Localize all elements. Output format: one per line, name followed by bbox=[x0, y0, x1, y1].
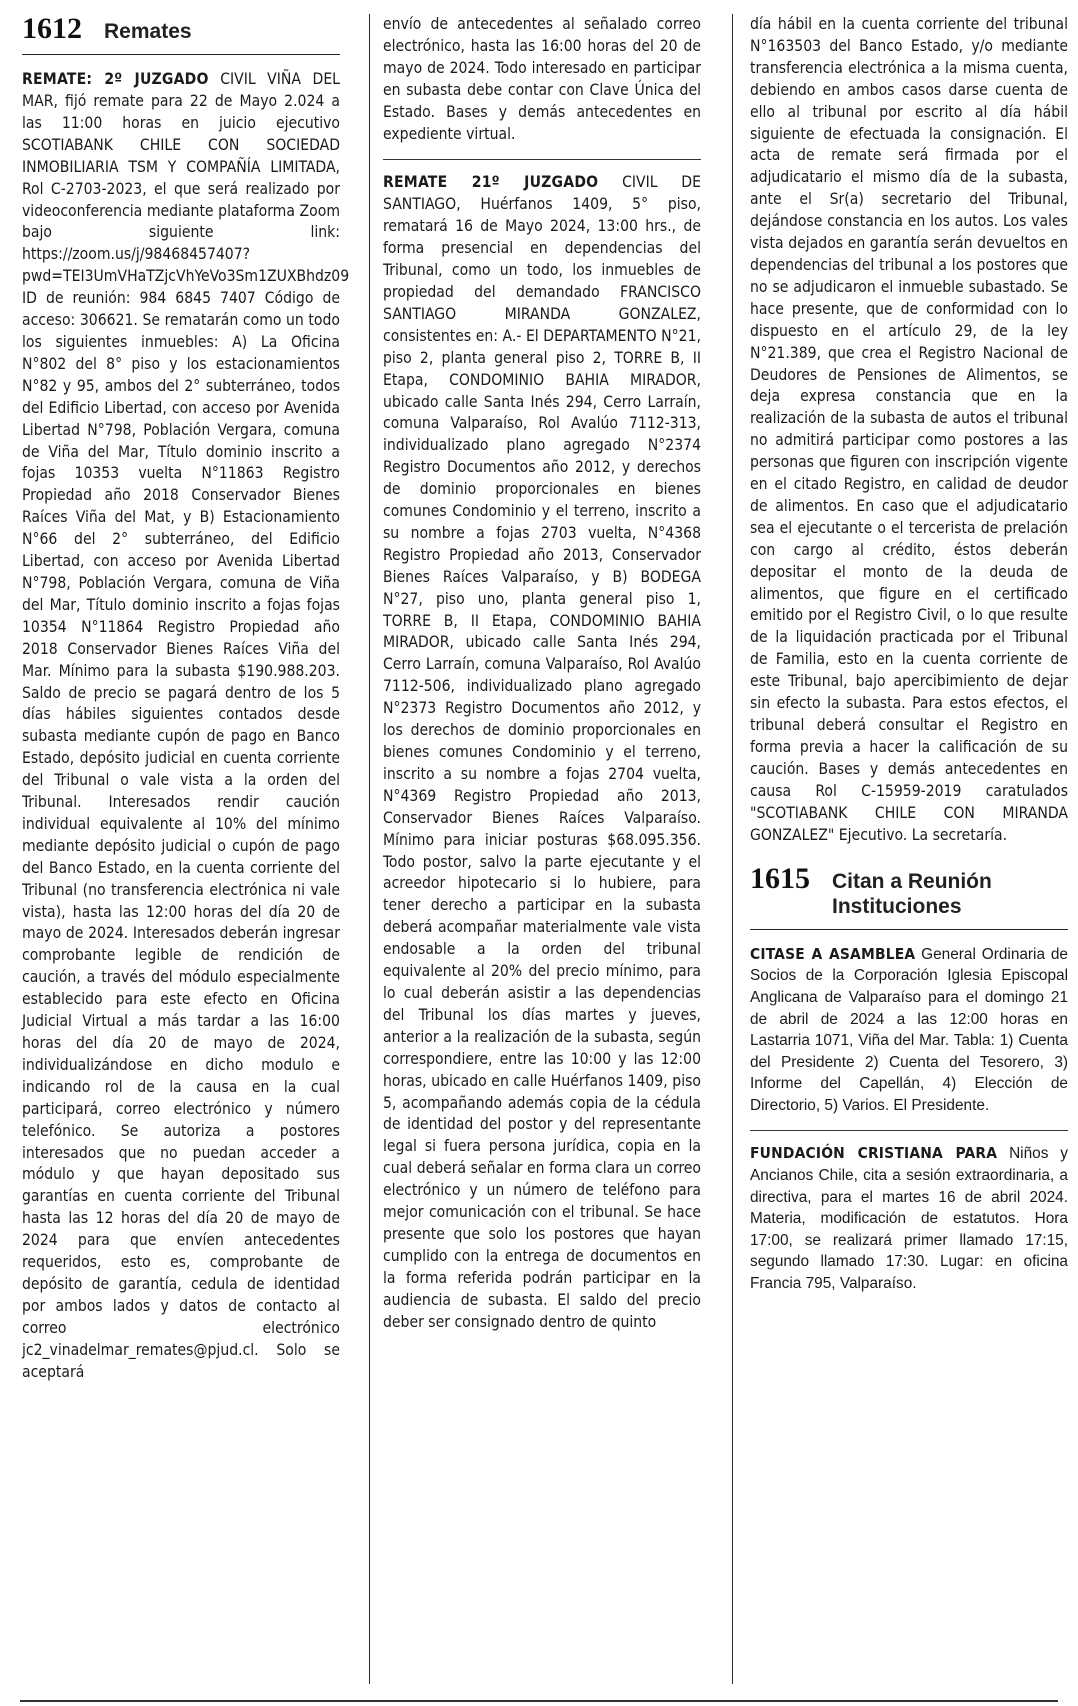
column-2 bbox=[383, 14, 701, 1333]
notice-lead: CITASE A ASAMBLEA bbox=[750, 944, 916, 963]
section-header-remates bbox=[22, 14, 340, 55]
column-1 bbox=[22, 12, 350, 1384]
notice-fundacion-cristiana bbox=[750, 1143, 1068, 1294]
column-divider bbox=[369, 14, 370, 1684]
page-bottom-rule bbox=[20, 1700, 1058, 1702]
notice-body-continued: envío de antecedentes al señalado correo electrónico, hasta las 16:00 horas del 20 de mayo de 2024. Todo interesado en participar en subasta debe contar con Clave Única del Estado. Bases y demás antecedentes en expediente virtual. bbox=[383, 15, 701, 143]
notice-lead: REMATE 21º JUZGADO bbox=[383, 173, 599, 192]
notice-lead: FUNDACIÓN CRISTIANA PARA bbox=[750, 1144, 998, 1163]
section-number: 1612 bbox=[22, 12, 82, 45]
section-title: Citan a Reunión Instituciones bbox=[832, 870, 992, 918]
section-number: 1615 bbox=[750, 862, 810, 896]
notice-citase-asamblea bbox=[750, 944, 1068, 1117]
section-header-citan-reunion bbox=[750, 864, 1068, 929]
notice-lead: REMATE: 2º JUZGADO bbox=[22, 70, 209, 89]
notice-body: CIVIL VIÑA DEL MAR, fijó remate para 22 de Mayo 2.024 a las 11:00 horas en juicio ejecutivo SCOTIABANK CHILE CON SOCIEDAD INMOBILIARIA TSM Y COMPAÑÍA LIMITADA, Rol C-2703-2023, el que será realizado por videoconferencia mediante plataforma Zoom bajo siguiente link: https://zoom.us/j/98468457407?pwd=TEI3UmVHaTZjcVhYeVo3Sm1ZUXBhdz09 ID de reunión: 984 6845 7407 Código de acceso: 306621. Se rematarán como un todo los siguientes inmuebles: A) La Oficina N°802 del 8° piso y los estacionamientos N°82 y 95, ambos del 2° subterráneo, todos del Edificio Libertad, con acceso por Avenida Libertad N°798, Población Vergara, comuna de Viña del Mar, Título dominio inscrito a fojas 10353 vuelta N°11863 Registro Propiedad año 2018 Conservador Bienes Raíces Viña del Mat, y B) Estacionamiento N°66 del 2° subterráneo, del Edificio Libertad, con acceso por Avenida Libertad N°798, Población Vergara, comuna de Viña del Mar, Título dominio inscrito a fojas fojas 10354 N°11864 Registro Propiedad año 2018 Conservador Bienes Raíces Viña del Mar. Mínimo para la subasta $190.988.203. Saldo de precio se pagará dentro de los 5 días hábiles siguientes contados desde subasta mediante cupón de pago en Banco Estado, depósito judicial en cuenta corriente del Tribunal o vale vista a la orden del Tribunal. Interesados rendir caución individual equivalente al 10% del mínimo mediante depósito judicial o cupón de pago del Banco Estado, en la cuenta corriente del Tribunal (no transferencia electrónica ni vale vista), hasta las 12:00 horas del día 20 de mayo de 2024. Interesados deberán ingresar comprobante legible de rendición de caución, a través del módulo especialmente establecido para este efecto en Oficina Judicial Virtual a más tardar a las 16:00 horas del día 20 de mayo de 2024, individualizándose en dicho modulo e indicando rol de la causa en la cual participará, correo electrónico y número telefónico. Se autoriza a postores interesados que no puedan acceder a módulo y que hayan depositado sus garantías en cuenta corriente del Tribunal hasta las 12 horas del día 20 de mayo de 2024 para que envíen antecedentes requeridos, esto es, comprobante de depósito de garantía, cedula de identidad por ambos lados y datos de contacto al correo electrónico jc2_vinadelmar_remates@pjud.cl. Solo se aceptará bbox=[22, 70, 350, 1381]
section-title: Remates bbox=[104, 20, 192, 43]
notice-remate-21-juzgado-part2 bbox=[750, 14, 1068, 846]
notice-body: CIVIL DE SANTIAGO, Huérfanos 1409, 5° piso, rematará 16 de Mayo 2024, 13:00 hrs., de forma presencial en dependencias del Tribunal, como un todo, los inmuebles de propiedad del demandado FRANCISCO SANTIAGO MIRANDA GONZALEZ, consistentes en: A.- El DEPARTAMENTO N°21, piso 2, planta general piso 2, TORRE B, II Etapa, CONDOMINIO BAHIA MIRADOR, ubicado calle Santa Inés 294, Cerro Larraín, comuna Valparaíso, Rol Avalúo 7112-313, individualizado plano agregado N°2374 Registro Documentos año 2012, y derechos de dominio proporcionales en bienes comunes Condominio y el terreno, inscrito a su nombre a fojas 2703 vuelta, N°4368 Registro Propiedad año 2013, Conservador Bienes Raíces Valparaíso, y B) BODEGA N°27, piso uno, planta general piso 1, TORRE B, II Etapa, CONDOMINIO BAHIA MIRADOR, ubicado calle Santa Inés 294, Cerro Larraín, comuna Valparaíso, Rol Avalúo 7112-506, individualizado plano agregado N°2373 Registro Documentos año 2012, y los derechos de dominio proporcionales en bienes comunes Condominio y el terreno, inscrito a su nombre a fojas 2704 vuelta, N°4369 Registro Propiedad año 2013, Conservador Bienes Raíces Valparaíso. Mínimo para iniciar posturas $68.095.356. Todo postor, salvo la parte ejecutante y el acreedor hipotecario si lo hubiere, para tener derecho a participar en la subasta deberá acompañar materialmente vale vista endosable a la orden del tribunal equivalente al 20% del precio mínimo, para lo cual deberán asistir a las dependencias del Tribunal los días martes y jueves, anterior a la realización de la subasta, según correspondiere, entre las 10:00 y las 12:00 horas, ubicado en calle Huérfanos 1409, piso 5, acompañando además copia de la cédula de identidad del postor y del representante legal si fuera persona jurídica, copia en la cual deberá señalar en forma clara un correo electrónico y un número de teléfono para mejor comunicación con el tribunal. Se hace presente que solo los postores que hayan cumplido con la entrega de documentos en la forma referida podrán participar en la audiencia de subasta. El saldo del precio deber ser consignado dentro de quinto bbox=[383, 173, 701, 1331]
notice-body: Niños y Ancianos Chile, cita a sesión extraordinaria, a directiva, para el martes 16 de abril 2024. Materia, modificación de estatutos. Hora 17:00, se realizará primer llamado 17:15, segundo llamado 17:30. Lugar: en oficina Francia 795, Valparaíso. bbox=[750, 1145, 1068, 1293]
notice-separator bbox=[750, 1130, 1068, 1131]
notice-separator bbox=[383, 159, 701, 160]
notice-remate-21-juzgado-part1 bbox=[383, 172, 701, 1333]
notice-body: General Ordinaria de Socios de la Corporación Iglesia Episcopal Anglicana de Valparaíso para el domingo 21 de abril de 2024 a las 12:00 horas en Lastarria 1071, Viña del Mar. Tabla: 1) Cuenta del Presidente 2) Cuenta del Tesorero, 3) Informe del Capellán, 4) Elección de Directorio, 5) Varios. El Presidente. bbox=[750, 945, 1068, 1114]
column-3 bbox=[750, 14, 1068, 1295]
notice-remate-2-juzgado-part1 bbox=[22, 69, 350, 1383]
column-divider bbox=[732, 14, 733, 1684]
notice-body-continued: día hábil en la cuenta corriente del tribunal N°163503 del Banco Estado, y/o mediante transferencia electrónica a la misma cuenta, debiendo en ambos casos darse cuenta de ello al tribunal por escrito al día hábil siguiente de efectuada la consignación. El acta de remate será firmada por el adjudicatario el mismo día de la subasta, ante el Sr(a) secretario del Tribunal, dejándose constancia en los autos. Los vales vista dejados en garantía serán devueltos en dependencias del tribunal a los postores que no se adjudicaron el inmueble subastado. Se hace presente, que de conformidad con lo dispuesto en el artículo 29, de la ley N°21.389, que crea el Registro Nacional de Deudores de Pensiones de Alimentos, se deja expresa constancia que en la realización de la subasta de autos el tribunal no admitirá participar como postores a las personas que figuren con inscripción vigente en el citado Registro, en calidad de deudor de alimentos. En caso que el adjudicatario sea el ejecutante o el tercerista de prelación con cargo al crédito, éstos deberán depositar el monto de la deuda de alimentos, que figure en el certificado emitido por el Registro Civil, o lo que resulte de la liquidación practicada por el Tribunal de Familia, esto en la cuenta corriente de este Tribunal, bajo apercibimiento de dejar sin efecto la subasta. Para estos efectos, el tribunal deberá consultar el Registro en forma previa a hacer la calificación de su caución. Bases y demás antecedentes en causa Rol C-15959-2019 caratulados "SCOTIABANK CHILE CON MIRANDA GONZALEZ" Ejecutivo. La secretaría. bbox=[750, 15, 1068, 844]
notice-remate-2-juzgado-part2 bbox=[383, 14, 701, 145]
